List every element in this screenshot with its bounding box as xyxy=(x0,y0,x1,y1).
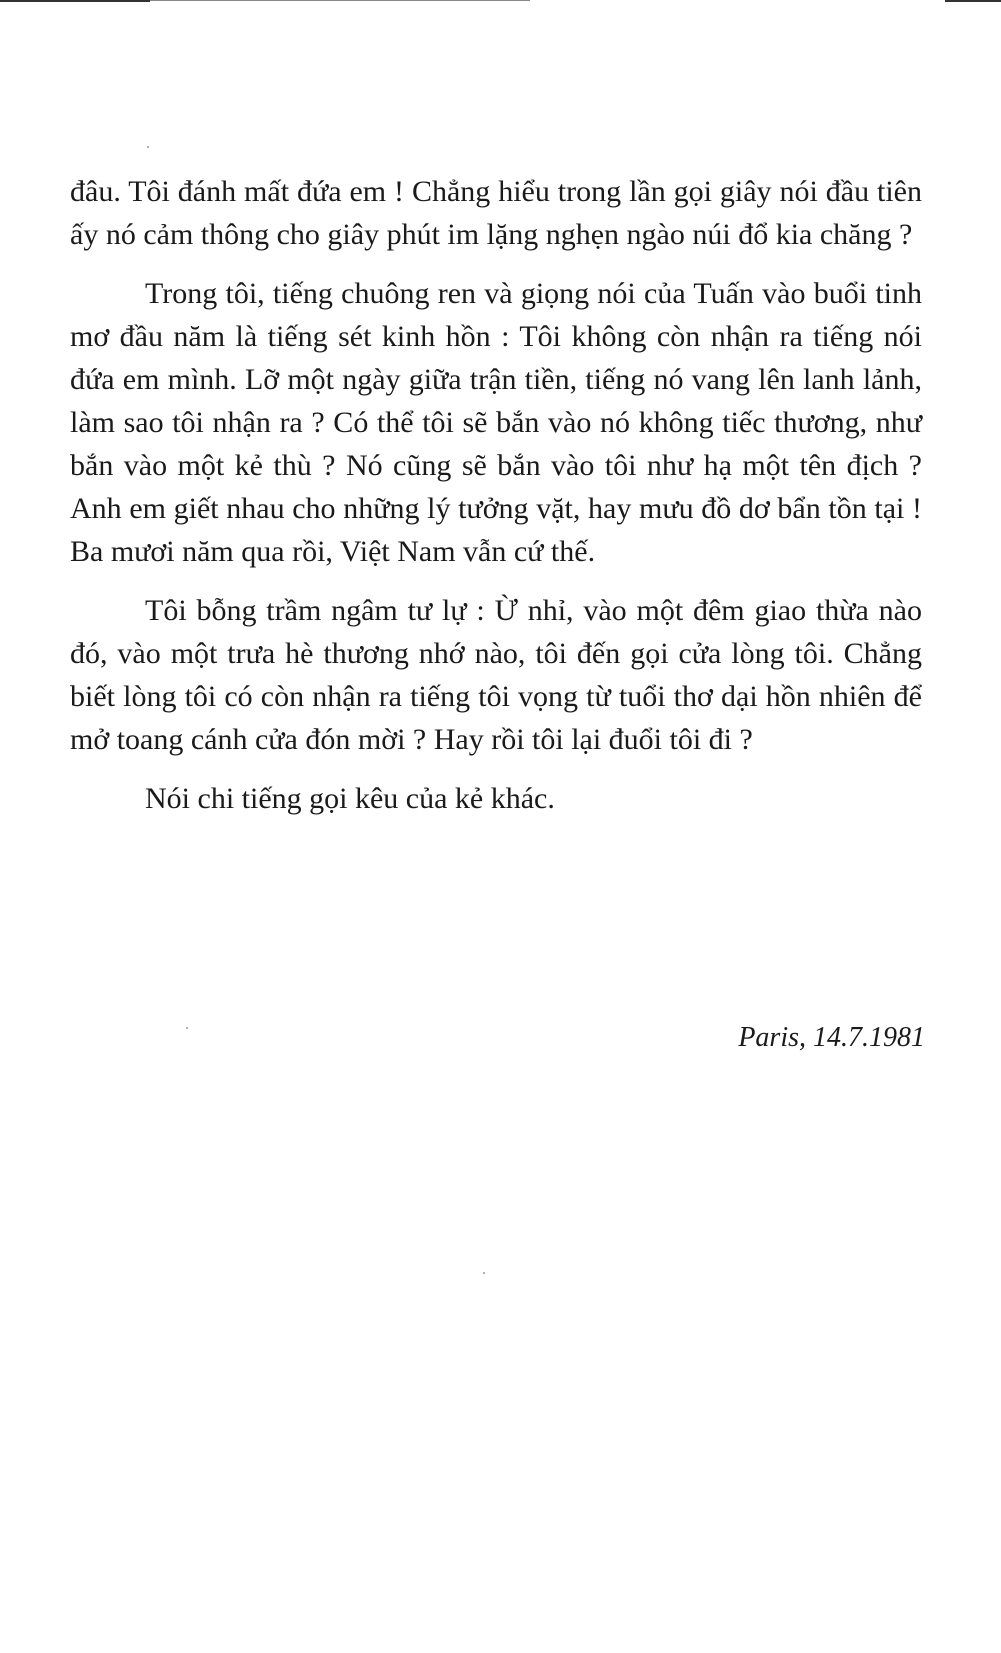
page-body xyxy=(70,170,922,820)
scan-speck xyxy=(147,146,149,148)
scan-edge-mid xyxy=(150,0,530,1)
scan-edge-left xyxy=(0,0,150,2)
scan-speck xyxy=(186,1027,188,1029)
scan-speck xyxy=(483,1272,485,1274)
signature-place-date: Paris, 14.7.1981 xyxy=(738,1022,925,1053)
paragraph-3: Tôi bỗng trầm ngâm tư lự : Ừ nhỉ, vào một đêm giao thừa nào đó, vào một trưa hè thương nhớ nào, tôi đến gọi cửa lòng tôi. Chẳng biết lòng tôi có còn nhận ra tiếng tôi vọng từ tuổi thơ dại hồn nhiên để mở toang cánh cửa đón mời ? Hay rồi tôi lại đuổi tôi đi ? xyxy=(70,594,922,756)
paragraph-2: Trong tôi, tiếng chuông ren và giọng nói của Tuấn vào buổi tinh mơ đầu năm là tiếng sét kinh hồn : Tôi không còn nhận ra tiếng nói đứa em mình. Lỡ một ngày giữa trận tiền, tiếng nó vang lên lanh lảnh, làm sao tôi nhận ra ? Có thể tôi sẽ bắn vào nó không tiếc thương, như bắn vào một kẻ thù ? Nó cũng sẽ bắn vào tôi như hạ một tên địch ? Anh em giết nhau cho những lý tưởng vặt, hay mưu đồ dơ bẩn tồn tại ! Ba mươi năm qua rồi, Việt Nam vẫn cứ thế. xyxy=(70,277,922,568)
paragraph-4: Nói chi tiếng gọi kêu của kẻ khác. xyxy=(145,782,555,815)
paragraph-1: đâu. Tôi đánh mất đứa em ! Chẳng hiểu trong lần gọi giây nói đầu tiên ấy nó cảm thông cho giây phút im lặng nghẹn ngào núi đổ kia chăng ? xyxy=(70,175,922,251)
scan-edge-right xyxy=(945,0,1001,2)
